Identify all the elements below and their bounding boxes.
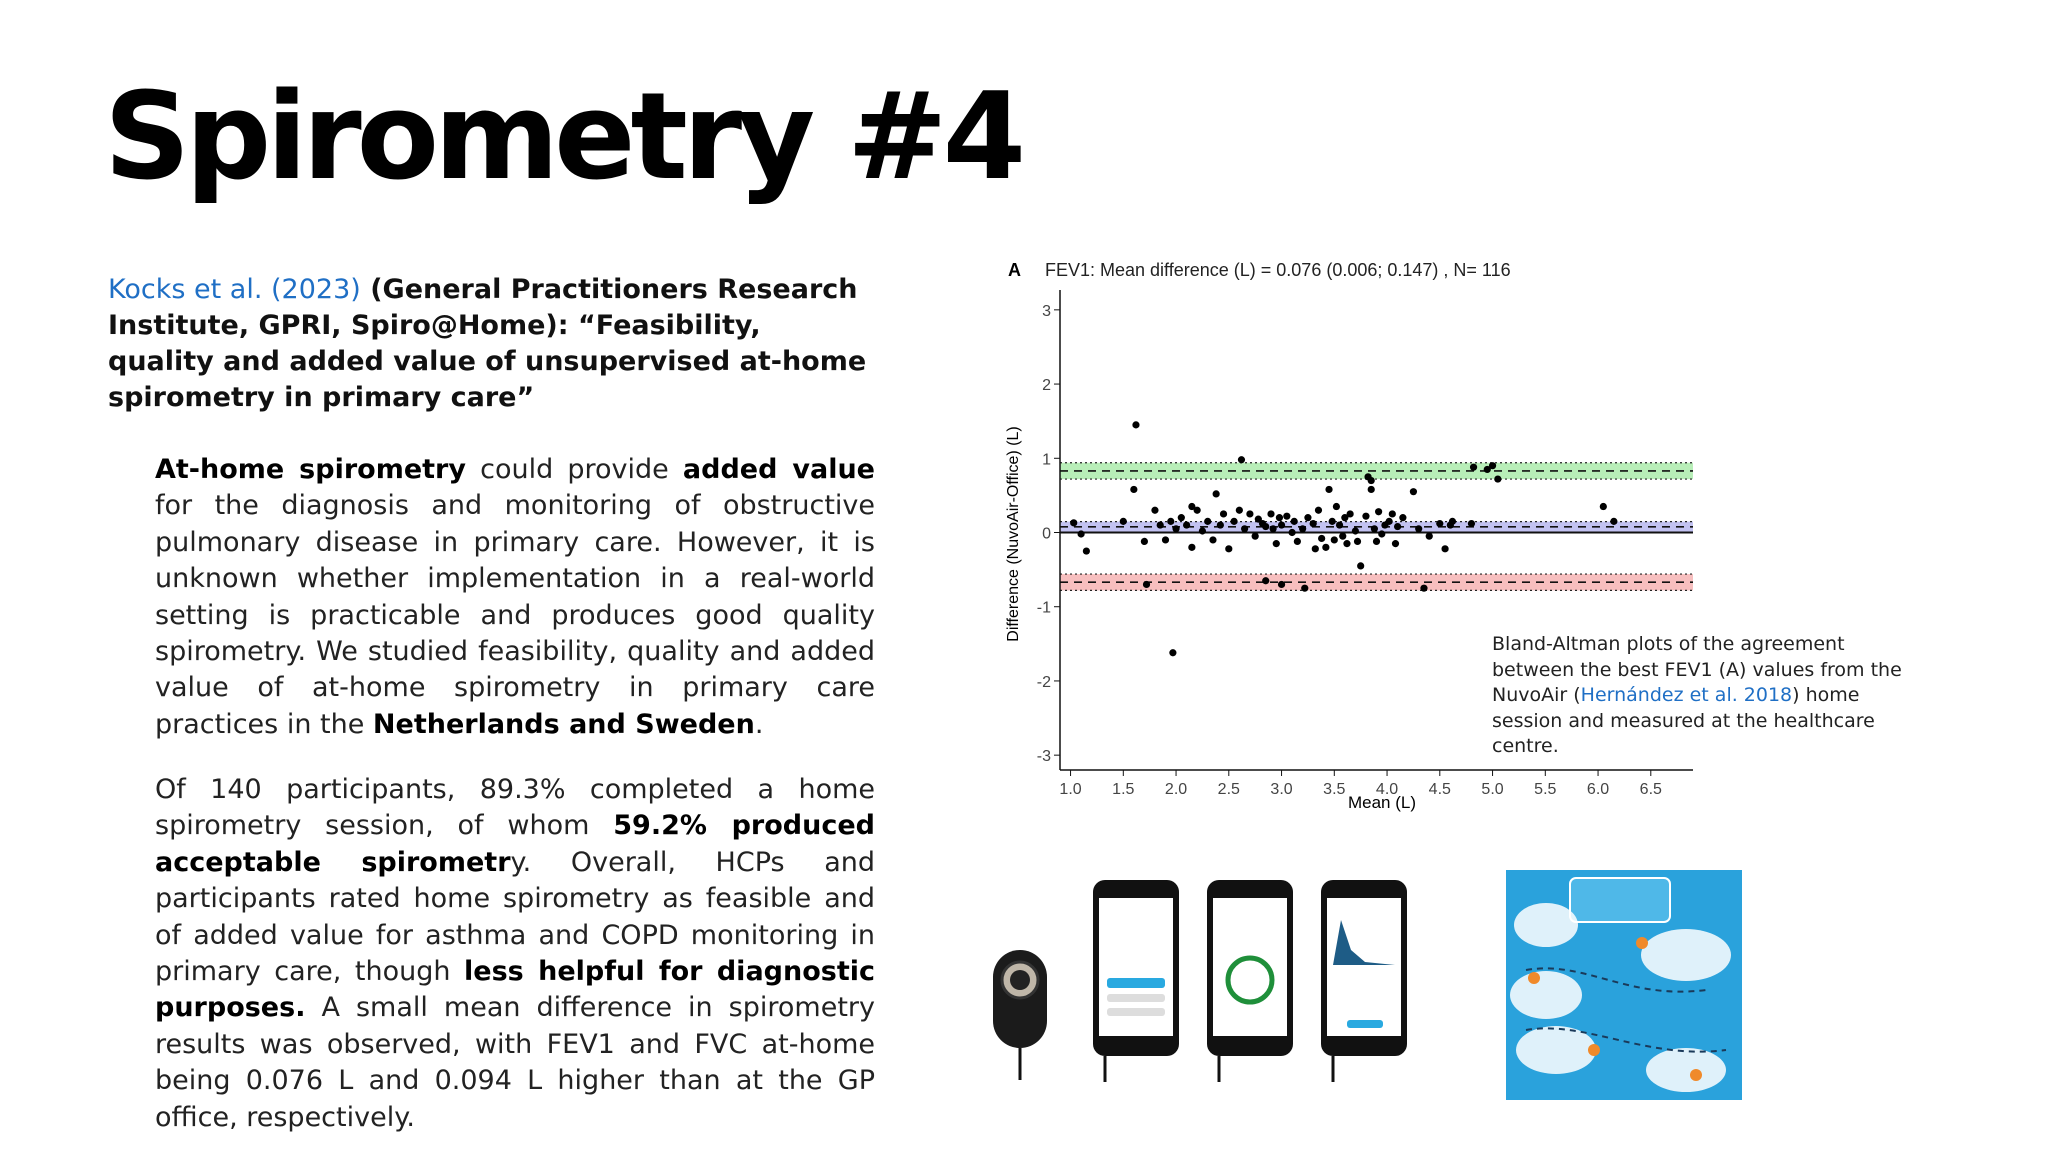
data-point [1299,525,1306,532]
data-point [1276,514,1283,521]
spirometer-devices-image [985,870,1415,1085]
data-point [1217,521,1224,528]
data-point [1169,649,1176,656]
data-point [1178,514,1185,521]
data-point [1294,538,1301,545]
data-point [1194,507,1201,514]
data-point [1188,544,1195,551]
data-point [1347,510,1354,517]
data-point [1610,518,1617,525]
data-point [1357,562,1364,569]
data-point [1213,490,1220,497]
data-point [1354,538,1361,545]
emphasis-added-value: added value [682,454,875,485]
data-point [1291,518,1298,525]
data-point [1132,421,1139,428]
emphasis-acceptable: 59.2% produced acceptable spirometr [155,810,875,878]
data-point [1070,519,1077,526]
y-tick-label: -2 [1036,673,1051,691]
data-point [1441,545,1448,552]
chart-panel-label: A [1008,260,1021,280]
data-point [1310,520,1317,527]
data-point [1304,514,1311,521]
data-point [1246,510,1253,517]
y-tick-label: -1 [1036,599,1051,617]
x-tick-label: 6.5 [1639,781,1662,798]
x-tick-label: 3.0 [1270,781,1293,798]
data-point [1436,520,1443,527]
data-point [1386,518,1393,525]
data-point [1143,581,1150,588]
spirometer-device-icon [993,950,1047,1080]
y-tick-label: 1 [1042,451,1051,469]
data-point [1083,547,1090,554]
emphasis-diagnostic: less helpful for diagnostic purposes. [155,956,875,1024]
chart-title: FEV1: Mean difference (L) = 0.076 (0.006; 0.147) , N= 116 [1045,260,1511,280]
data-point [1262,523,1269,530]
data-point [1312,545,1319,552]
data-point [1420,585,1427,592]
data-point [1318,535,1325,542]
x-tick-label: 2.0 [1164,781,1188,798]
data-point [1252,533,1259,540]
data-point [1368,477,1375,484]
x-tick-label: 4.0 [1375,781,1399,798]
data-point [1151,507,1158,514]
x-tick-label: 1.5 [1112,781,1135,798]
data-point [1162,536,1169,543]
data-point [1183,521,1190,528]
x-tick-label: 5.5 [1534,781,1557,798]
data-point [1362,513,1369,520]
y-tick-label: -3 [1036,748,1051,766]
data-point [1209,536,1216,543]
data-point [1415,525,1422,532]
y-tick-label: 0 [1042,525,1051,543]
data-point [1157,521,1164,528]
x-tick-label: 5.0 [1481,781,1504,798]
slide-title: Spirometry #4 [104,68,1022,207]
x-tick-label: 1.0 [1059,781,1082,798]
data-point [1325,486,1332,493]
x-tick-label: 4.5 [1428,781,1451,798]
data-point [1270,525,1277,532]
x-tick-label: 6.0 [1586,781,1610,798]
data-point [1426,533,1433,540]
emphasis-at-home: At-home spirometry [155,454,466,485]
x-tick-label: 2.5 [1217,781,1240,798]
data-point [1329,518,1336,525]
phone-timer-icon [1207,880,1293,1082]
spiro-at-home-poster-image [1506,870,1742,1100]
phone-screen-icon [1093,880,1179,1082]
data-point [1331,536,1338,543]
data-point [1204,518,1211,525]
y-tick-label: 3 [1042,302,1051,320]
data-point [1375,508,1382,515]
data-point [1373,538,1380,545]
data-point [1378,530,1385,537]
data-point [1130,486,1137,493]
data-point [1262,577,1269,584]
data-point [1343,540,1350,547]
data-point [1236,507,1243,514]
data-point [1389,510,1396,517]
data-point [1230,518,1237,525]
data-point [1322,544,1329,551]
chart-x-label: Mean (L) [1347,793,1417,812]
data-point [1371,525,1378,532]
data-point [1352,527,1359,534]
data-point [1267,510,1274,517]
data-point [1368,486,1375,493]
data-point [1241,525,1248,532]
y-tick-label: 2 [1042,377,1051,395]
data-point [1600,503,1607,510]
data-point [1225,545,1232,552]
data-point [1399,514,1406,521]
caption-link[interactable]: Hernández et al. 2018 [1580,684,1793,706]
reference-link[interactable]: Kocks et al. (2023) [108,274,361,305]
data-point [1167,518,1174,525]
phone-results-icon [1321,880,1407,1082]
data-point [1289,529,1296,536]
data-point [1470,464,1477,471]
data-point [1339,533,1346,540]
data-point [1410,488,1417,495]
data-point [1336,521,1343,528]
data-point [1489,462,1496,469]
data-point [1078,530,1085,537]
data-point [1394,523,1401,530]
data-point [1494,475,1501,482]
reference [108,272,868,416]
chart-caption: Bland-Altman plots of the agreement between the best FEV1 (A) values from the NuvoAir (Hernández et al. 2018) home session and measured at the healthcare centre. [1492,633,1902,757]
data-point [1315,507,1322,514]
data-point [1199,527,1206,534]
data-point [1278,581,1285,588]
data-point [1141,538,1148,545]
data-point [1273,540,1280,547]
emphasis-countries: Netherlands and Sweden [372,708,755,740]
data-point [1283,513,1290,520]
paragraph-summary: At-home spirometry could provide added value for the diagnosis and monitoring of obstructive pulmonary disease in primary care. However, it is unknown whether implementation in a real-world setting is practicable and produces good quality spirometry. We studied feasibility, quality and added value of at-home spirometry in primary care practices in the Netherlands and Sweden. [155,454,875,740]
x-tick-label: 3.5 [1323,781,1346,798]
data-point [1278,521,1285,528]
data-point [1172,525,1179,532]
data-point [1220,510,1227,517]
data-point [1301,585,1308,592]
data-point [1468,520,1475,527]
data-point [1120,518,1127,525]
reference-text: (General Practitioners Research Institute, GPRI, Spiro@Home): “Feasibility, quality and added value of unsupervised at-home spirometry in primary care” [108,274,867,413]
paragraph-results: Of 140 participants, 89.3% completed a home spirometry session, of whom 59.2% produced acceptable spirometry. Overall, HCPs and participants rated home spirometry as feasible and of added value for asthma and COPD monitoring in primary care, though less helpful for diagnostic purposes. A small mean difference in spirometry results was observed, with FEV1 and FVC at-home being 0.076 L and 0.094 L higher than at the GP office, respectively. [155,774,875,1133]
data-point [1333,503,1340,510]
data-point [1449,518,1456,525]
data-point [1238,456,1245,463]
data-point [1392,540,1399,547]
chart-y-label: Difference (NuvoAir-Office) (L) [1005,426,1022,642]
